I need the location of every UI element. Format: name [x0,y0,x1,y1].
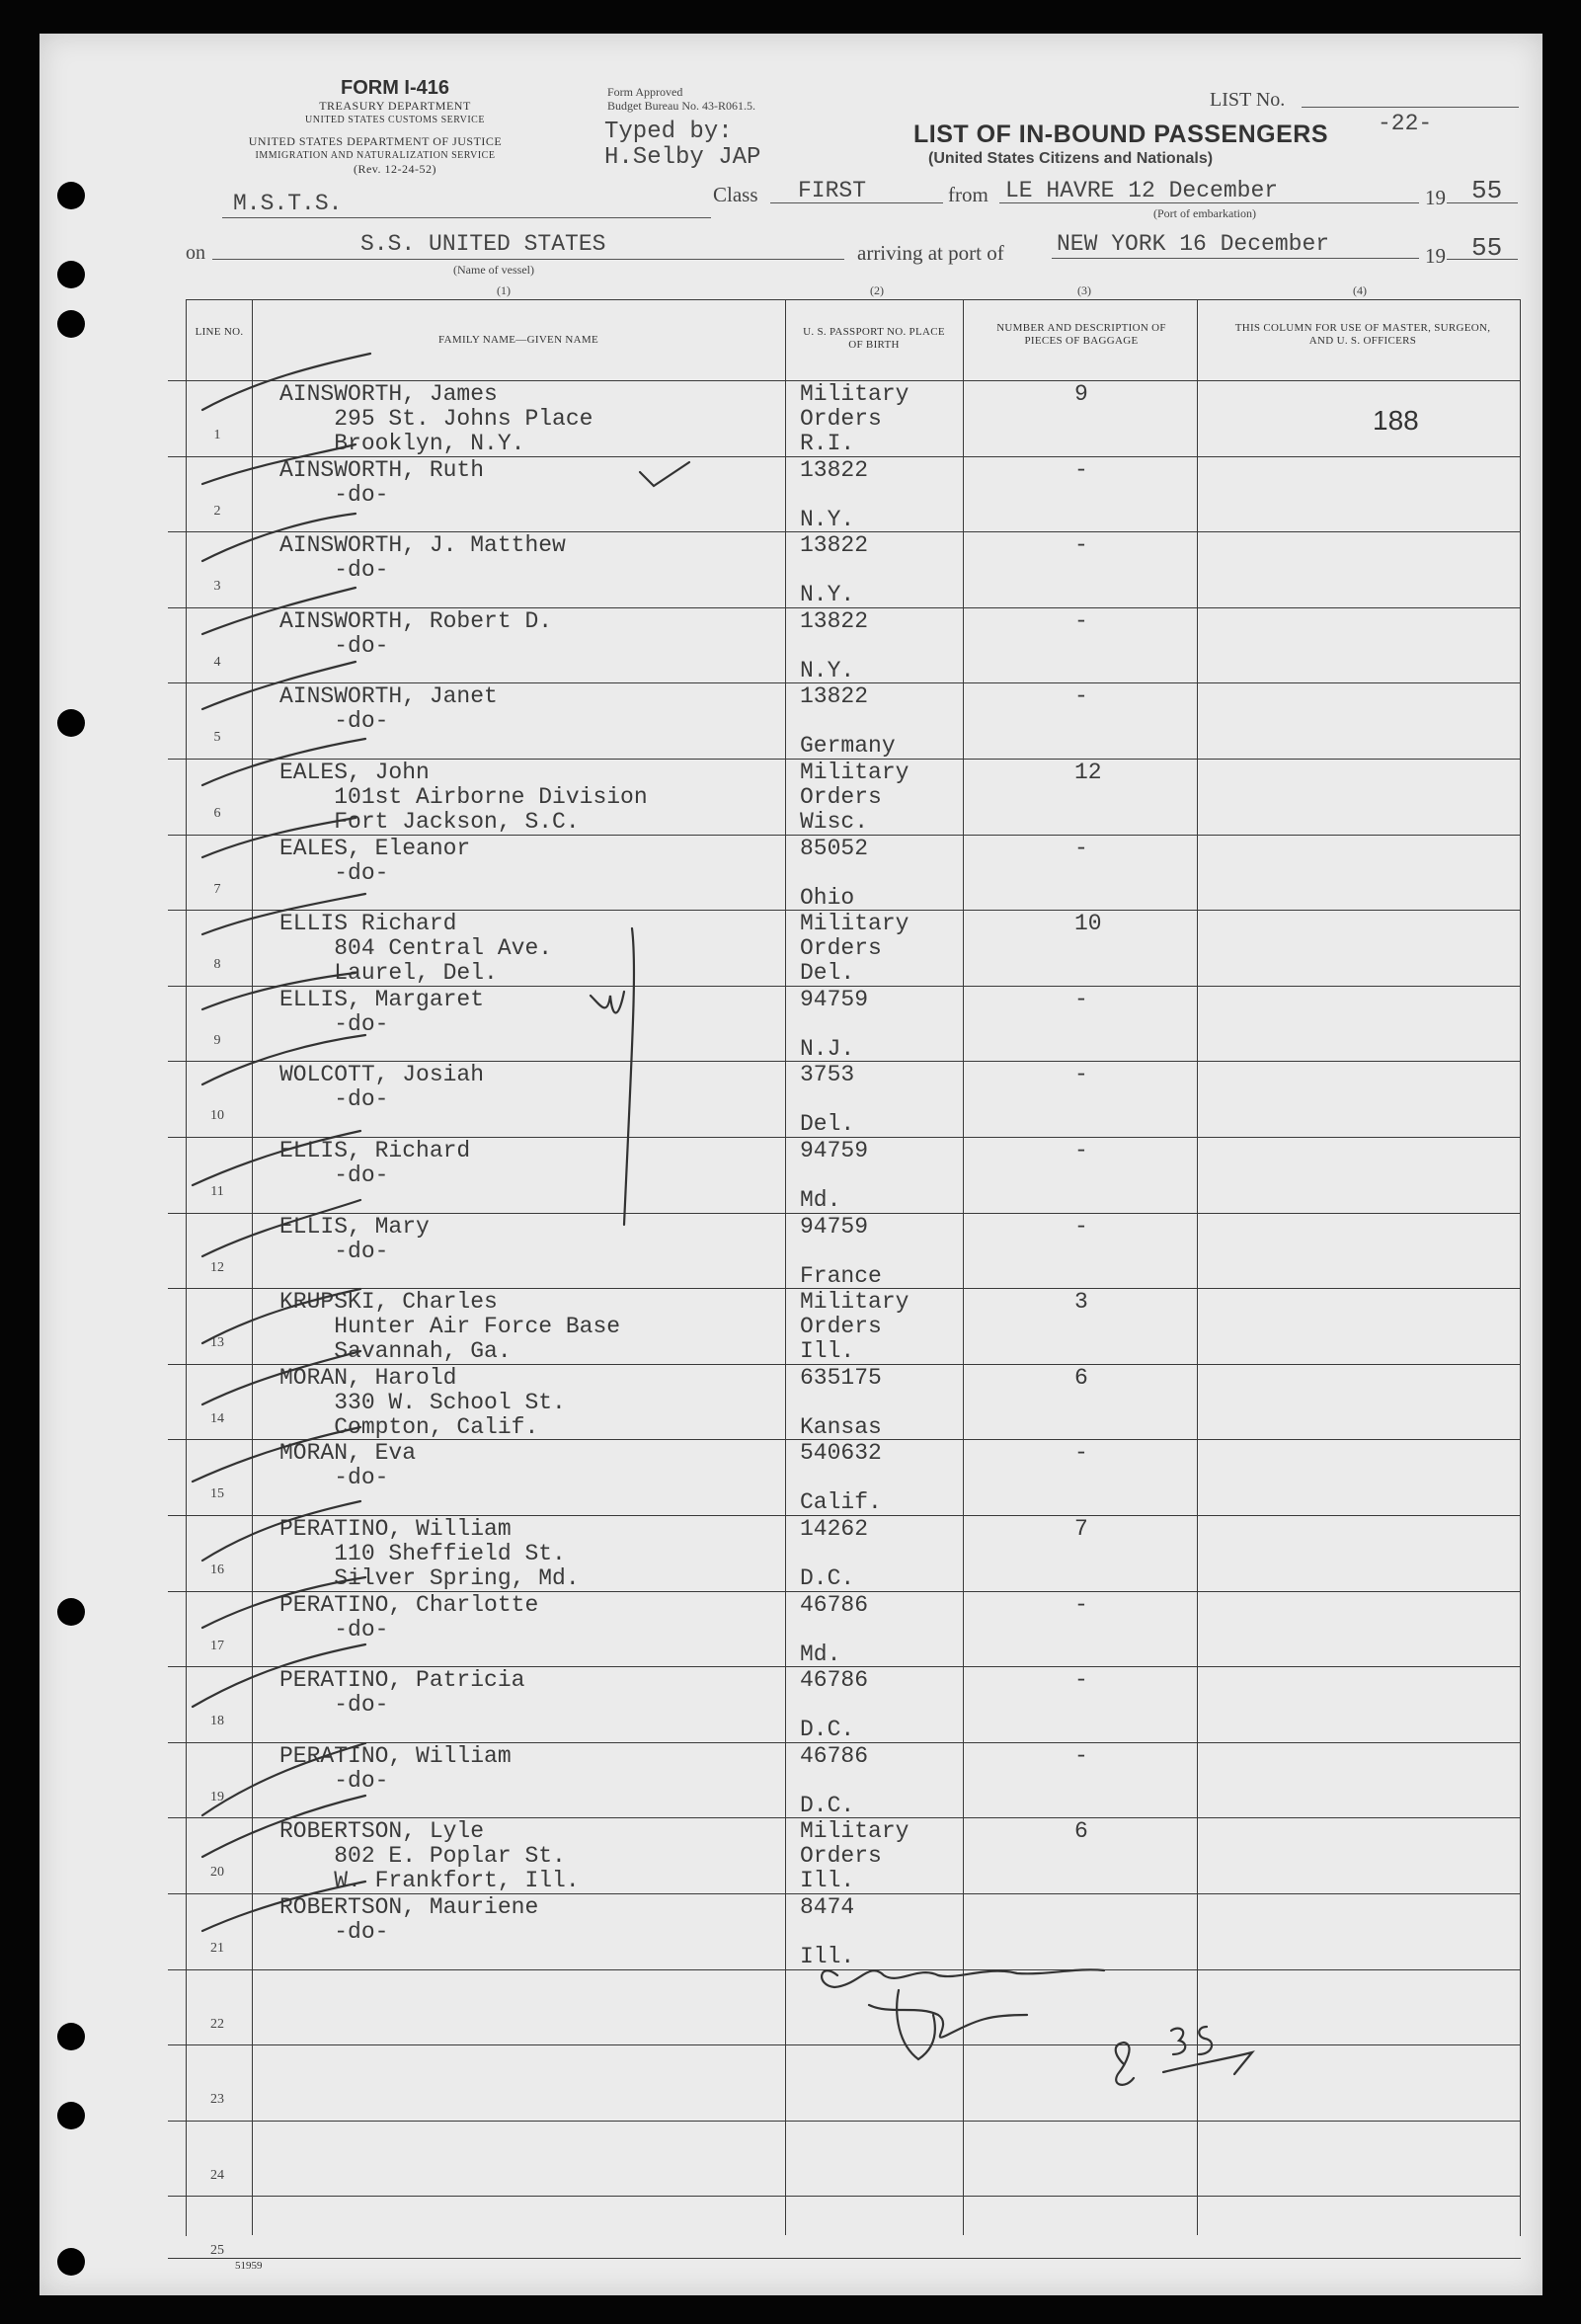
passport-line-1: 46786 [800,1742,869,1769]
col-num-3: (3) [1077,283,1091,297]
passenger-name: ELLIS, Richard [279,1138,471,1163]
birthplace: D.C. [800,1792,855,1818]
passenger-address-2: W. Frankfort, Ill. [279,1868,580,1894]
passenger-address-1: 802 E. Poplar St. [279,1843,566,1870]
passenger-name: EALES, John [279,760,430,785]
baggage-count: - [1074,456,1088,483]
line-number: 17 [210,1638,224,1653]
table-bottom [168,2258,1521,2259]
birthplace: Ill. [800,1338,855,1365]
line-number: 11 [210,1184,224,1199]
passenger-address-1: -do- [279,1162,389,1188]
passport-line-1: Military [800,911,909,937]
on-label: on [186,242,205,264]
baggage-count: - [1074,1138,1088,1163]
line-number: 9 [213,1032,221,1048]
col-baggage: NUMBER AND DESCRIPTION OF PIECES OF BAGGAGE [996,322,1166,347]
birthplace: Ill. [800,1868,855,1894]
passport-line-1: 94759 [800,986,869,1012]
passenger-name: PERATINO, Charlotte [279,1591,539,1618]
passport-line-1: 3753 [800,1062,855,1088]
passenger-address-1: 110 Sheffield St. [279,1541,566,1566]
passenger-address-1: Hunter Air Force Base [279,1314,621,1340]
vessel-caption: (Name of vessel) [453,263,534,277]
passenger-name: PERATINO, William [279,1516,512,1542]
birthplace: Ohio [800,884,855,911]
col-num-4: (4) [1353,283,1367,297]
list-no: -22- [1378,111,1433,136]
passenger-address-1: -do- [279,1767,389,1794]
passenger-name: AINSWORTH, Robert D. [279,607,553,634]
line-number: 2 [213,503,221,519]
passport-line-1: 46786 [800,1667,869,1694]
line-number: 13 [210,1335,224,1351]
passenger-address-1: -do- [279,1616,389,1643]
passport-line-1: 14262 [800,1516,869,1542]
line-number: 12 [210,1259,224,1275]
passenger-address-1: -do- [279,1465,389,1491]
port-of-embarkation: LE HAVRE 12 December [1005,178,1279,203]
year-embarkation: 55 [1471,176,1503,205]
passenger-name: ELLIS, Mary [279,1213,430,1240]
baggage-count: 6 [1074,1364,1088,1391]
customs-service: UNITED STATES CUSTOMS SERVICE [305,115,485,125]
baggage-count: - [1074,1062,1088,1088]
binder-hole [57,261,85,288]
passenger-name: AINSWORTH, J. Matthew [279,532,566,559]
passenger-address-2: Savannah, Ga. [279,1338,512,1365]
passport-line-1: 13822 [800,683,869,710]
passport-line-1: 540632 [800,1440,882,1467]
birthplace: Md. [800,1641,841,1667]
baggage-count: - [1074,835,1088,861]
passenger-name: ELLIS Richard [279,911,457,937]
col-num-1: (1) [497,283,511,297]
passenger-address-1: 295 St. Johns Place [279,406,593,432]
passenger-name: AINSWORTH, James [279,381,498,407]
passport-line-2: Orders [800,935,882,962]
passport-line-1: 46786 [800,1591,869,1618]
col-officers: THIS COLUMN FOR USE OF MASTER, SURGEON, AND U. S. OFFICERS [1234,322,1491,347]
binder-hole [57,182,85,209]
birthplace: D.C. [800,1717,855,1743]
binder-hole [57,2023,85,2050]
class-value: FIRST [798,178,867,203]
baggage-count: 9 [1074,381,1088,407]
form-number: FORM I-416 [340,77,450,99]
birthplace: N.Y. [800,657,855,683]
passenger-name: ROBERTSON, Lyle [279,1818,485,1845]
immigration-service: IMMIGRATION AND NATURALIZATION SERVICE [255,150,496,161]
line-number: 5 [213,730,221,746]
line-number: 25 [210,2243,224,2259]
line-number: 24 [210,2167,224,2183]
line-number: 19 [210,1789,224,1804]
year-prefix: 19 [1425,186,1446,209]
passenger-address-1: -do- [279,859,389,886]
passport-line-1: Military [800,1289,909,1316]
birthplace: N.Y. [800,582,855,608]
row-divider [168,2044,1521,2045]
year-prefix-2: 19 [1425,244,1446,268]
line-number: 21 [210,1941,224,1956]
birthplace: Del. [800,1111,855,1138]
baggage-count: 3 [1074,1289,1088,1316]
binder-hole [57,709,85,737]
line-number: 15 [210,1486,224,1502]
passenger-name: ROBERTSON, Mauriene [279,1894,539,1920]
passenger-name: MORAN, Eva [279,1440,417,1467]
passport-line-1: Military [800,1818,909,1845]
passenger-name: PERATINO, William [279,1742,512,1769]
msts: M.S.T.S. [233,191,343,216]
form-approved: Form Approved [607,85,683,99]
budget-bureau: Budget Bureau No. 43-R061.5. [607,99,755,113]
passport-line-2: Orders [800,1843,882,1870]
line-number: 20 [210,1865,224,1881]
baggage-count: - [1074,607,1088,634]
passenger-address-1: -do- [279,632,389,659]
birthplace: Md. [800,1187,841,1213]
line-number: 1 [213,428,221,442]
passenger-name: KRUPSKI, Charles [279,1289,498,1316]
passenger-address-1: 101st Airborne Division [279,784,648,810]
treasury-dept: TREASURY DEPARTMENT [319,99,471,113]
line-number: 14 [210,1410,224,1426]
line-number: 16 [210,1563,224,1577]
passenger-address-1: -do- [279,1010,389,1037]
passport-line-2: Orders [800,406,882,432]
row-divider [168,1969,1521,1970]
birthplace: Germany [800,733,896,760]
passenger-address-1: -do- [279,1919,389,1945]
passport-line-1: 94759 [800,1213,869,1240]
passenger-address-2: Silver Spring, Md. [279,1565,580,1591]
form-subtitle: (United States Citizens and Nationals) [928,150,1214,167]
line-number: 10 [210,1108,224,1124]
birthplace: N.Y. [800,506,855,532]
officer-note: 188 [1373,405,1419,436]
passport-line-1: 13822 [800,607,869,634]
binder-hole [57,1598,85,1626]
baggage-count: 6 [1074,1818,1088,1845]
passenger-address-1: 330 W. School St. [279,1389,566,1415]
line-number: 6 [213,806,221,821]
passenger-address-1: -do- [279,557,389,584]
passport-line-1: 8474 [800,1894,855,1920]
passenger-address-1: -do- [279,1086,389,1113]
baggage-count: - [1074,1440,1088,1467]
birthplace: Kansas [800,1413,882,1440]
baggage-count: - [1074,986,1088,1012]
line-number: 4 [213,654,221,670]
passport-line-1: 13822 [800,456,869,483]
typed-by-label: Typed by: [604,119,733,145]
baggage-count: 7 [1074,1516,1088,1542]
passenger-address-1: 804 Central Ave. [279,935,553,962]
port-caption: (Port of embarkation) [1153,206,1256,220]
birthplace: D.C. [800,1565,855,1591]
passenger-name: PERATINO, Patricia [279,1667,525,1694]
line-number: 8 [213,957,221,973]
passport-line-2: Orders [800,1314,882,1340]
passenger-name: MORAN, Harold [279,1364,457,1391]
birthplace: Del. [800,960,855,987]
port-of-arrival: NEW YORK 16 December [1057,231,1330,257]
row-divider [168,2121,1521,2122]
birthplace: N.J. [800,1035,855,1062]
col-passport: U. S. PASSPORT NO. PLACE OF BIRTH [803,326,945,351]
list-no-label: LIST No. [1210,89,1286,111]
birthplace: R.I. [800,431,855,456]
passport-line-2: Orders [800,784,882,810]
passport-line-1: Military [800,760,909,785]
baggage-count: 12 [1074,760,1102,785]
baggage-count: - [1074,683,1088,710]
passenger-address-2: Compton, Calif. [279,1413,539,1440]
passenger-name: ELLIS, Margaret [279,986,485,1012]
baggage-count: - [1074,1742,1088,1769]
col-name: FAMILY NAME—GIVEN NAME [438,334,598,346]
passenger-address-1: -do- [279,708,389,735]
passenger-name: AINSWORTH, Janet [279,683,498,710]
passenger-address-1: -do- [279,1238,389,1264]
passenger-name: WOLCOTT, Josiah [279,1062,485,1088]
binder-hole [57,2248,85,2276]
line-number: 3 [213,579,221,595]
passport-line-1: 13822 [800,532,869,559]
vessel-name: S.S. UNITED STATES [360,231,606,257]
passport-line-1: 635175 [800,1364,882,1391]
line-number: 23 [210,2092,224,2108]
justice-dept: UNITED STATES DEPARTMENT OF JUSTICE [248,134,503,148]
col-line-no: LINE NO. [195,326,244,338]
baggage-count: 10 [1074,911,1102,937]
line-number: 7 [213,881,221,897]
line-number: 18 [210,1714,224,1729]
birthplace: Wisc. [800,809,869,835]
passport-line-1: Military [800,381,909,407]
passenger-address-1: -do- [279,481,389,508]
passenger-name: AINSWORTH, Ruth [279,456,485,483]
binder-hole [57,310,85,338]
line-number: 22 [210,2016,224,2032]
typist: H.Selby JAP [604,144,761,171]
binder-hole [57,2102,85,2129]
passenger-name: EALES, Eleanor [279,835,471,861]
revision-date: (Rev. 12-24-52) [353,162,437,176]
passport-line-1: 94759 [800,1138,869,1163]
class-label: Class [713,183,758,206]
baggage-count: - [1074,532,1088,559]
passenger-address-2: Laurel, Del. [279,960,498,987]
year-arrival: 55 [1471,233,1503,263]
from-label: from [948,183,988,206]
passenger-address-2: Fort Jackson, S.C. [279,809,580,835]
baggage-count: - [1074,1667,1088,1694]
print-code: 51959 [235,2260,263,2272]
baggage-count: - [1074,1213,1088,1240]
row-divider [168,2196,1521,2197]
arriving-label: arriving at port of [857,241,1004,265]
passenger-address-1: -do- [279,1692,389,1719]
passenger-address-2: Brooklyn, N.Y. [279,431,525,456]
passport-line-1: 85052 [800,835,869,861]
birthplace: Ill. [800,1944,855,1969]
col-num-2: (2) [870,283,884,297]
baggage-count: - [1074,1591,1088,1618]
birthplace: Calif. [800,1489,882,1516]
form-title: LIST OF IN-BOUND PASSENGERS [913,120,1329,148]
birthplace: France [800,1262,882,1289]
